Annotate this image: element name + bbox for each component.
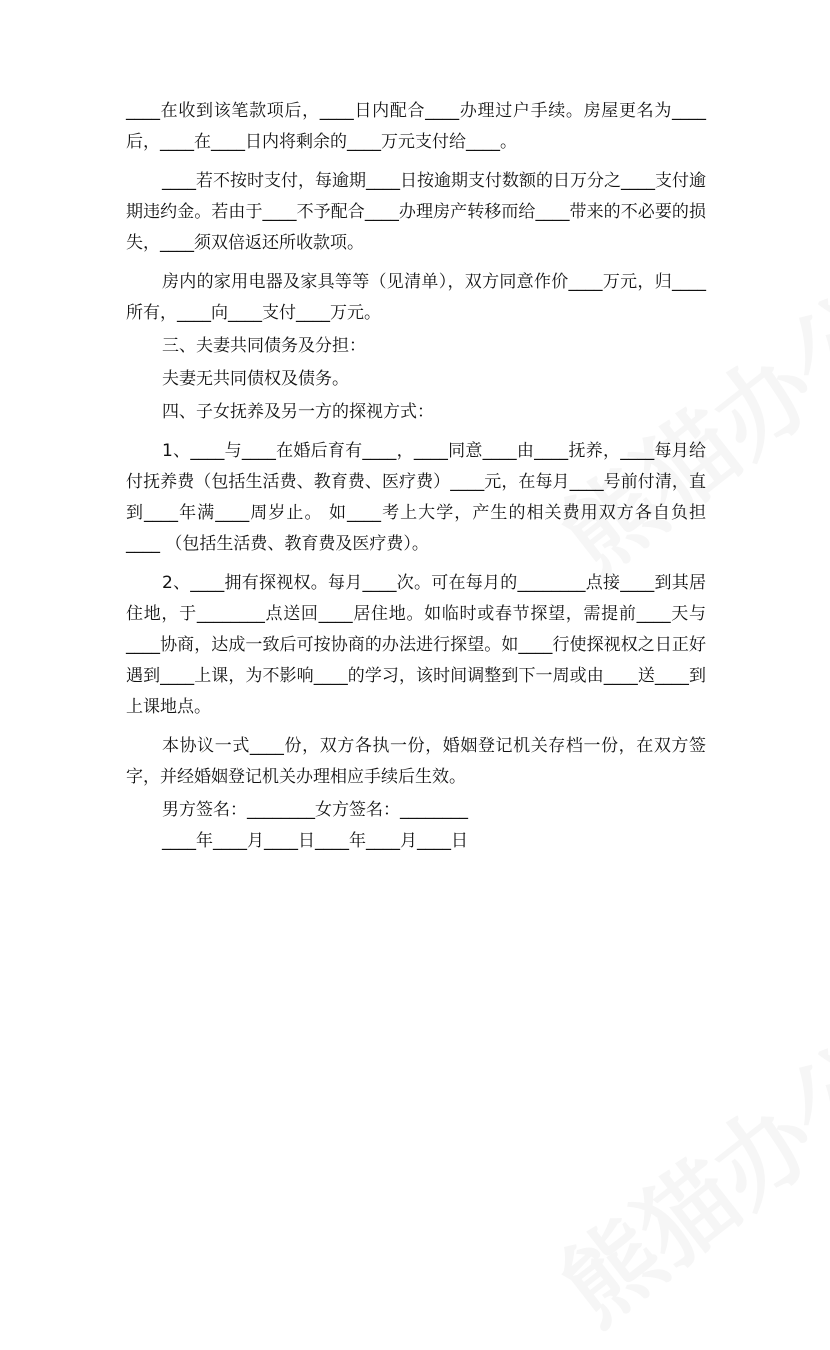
document-body <box>126 96 706 857</box>
paragraph-transfer: ____在收到该笔款项后，____日内配合____办理过户手续。房屋更名为____后，____在____日内将剩余的____万元支付给____。 <box>126 101 706 152</box>
paragraph-visitation: 2、____拥有探视权。每月____次。可在每月的________点接____到其居住地，于________点送回____居住地。如临时或春节探望，需提前____天与____协商，达成一致后可按协商的办法进行探望。如____行使探视权之日正好遇到____上课，为不影响____的学习，该时间调整到下一周或由____送____到上课地点。 <box>126 573 706 717</box>
paragraph-furniture: 房内的家用电器及家具等等（见清单），双方同意作价____万元，归____所有，____向____支付____万元。 <box>126 272 706 323</box>
signature-line: 男方签名：________女方签名：________ <box>162 800 468 820</box>
paragraph-effectiveness: 本协议一式____份，双方各执一份，婚姻登记机关存档一份，在双方签字，并经婚姻登记机关办理相应手续后生效。 <box>126 736 706 787</box>
paragraph-custody: 1、____与____在婚后育有____，____同意____由____抚养，____每月给付抚养费（包括生活费、教育费、医疗费）____元，在每月____号前付清，直到____年满____周岁止。 如____考上大学，产生的相关费用双方各自负担____ （包括生活费、教育费及医疗费）。 <box>126 441 706 554</box>
paragraph-late-payment: ____若不按时支付，每逾期____日按逾期支付数额的日万分之____支付逾期违约金。若由于____不予配合____办理房产转移而给____带来的不必要的损失，____须双倍返还所收款项。 <box>126 171 706 253</box>
paragraph-no-debts: 夫妻无共同债权及债务。 <box>162 369 349 389</box>
section-heading-children: 四、子女抚养及另一方的探视方式： <box>162 402 434 422</box>
watermark <box>529 947 830 1350</box>
date-line: ____年____月____日____年____月____日 <box>162 831 468 851</box>
section-heading-debts: 三、夫妻共同债务及分担： <box>162 336 366 356</box>
